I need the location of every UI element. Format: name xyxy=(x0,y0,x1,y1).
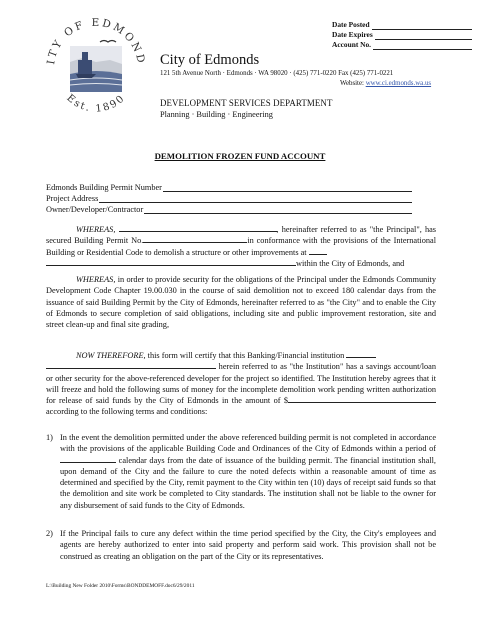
city-seal-graphic xyxy=(40,10,152,122)
condition-2 xyxy=(46,528,436,562)
document-title xyxy=(0,151,480,161)
institution-blank-2[interactable] xyxy=(46,361,216,369)
condition-2-number: 2) xyxy=(46,529,53,538)
website-link[interactable]: www.ci.edmonds.wa.us xyxy=(365,80,432,87)
permit-number-line xyxy=(163,183,412,192)
project-address-label: Project Address xyxy=(46,194,99,203)
city-name: City of Edmonds xyxy=(160,52,260,68)
date-posted-label: Date Posted xyxy=(332,20,370,29)
whereas-2-lead: WHEREAS, xyxy=(76,275,116,284)
seal-emblem-icon xyxy=(70,41,122,93)
project-address-line xyxy=(99,194,412,203)
now-therefore-text-2: herein referred to as "the Institution" has a savings xyxy=(218,362,391,372)
date-expires-label: Date Expires xyxy=(332,30,373,39)
amount-blank[interactable] xyxy=(288,395,436,403)
improvements-blank-2[interactable] xyxy=(46,258,296,266)
account-no-line xyxy=(373,42,472,50)
city-address: 121 5th Avenue North · Edmonds · WA 98020 · (425) 771-0220 Fax (425) 771-0221 xyxy=(160,70,394,77)
now-therefore-lead: NOW THEREFORE, xyxy=(76,351,146,360)
department-name: DEVELOPMENT SERVICES DEPARTMENT xyxy=(160,98,333,108)
city-seal xyxy=(40,10,152,122)
date-expires-field[interactable] xyxy=(332,30,472,40)
condition-1-text-a: In the event the demolition permitted under the above referenced building permit is not completed in accordance with the provisions of the applicable Building Code and Ordinances of the City of Edmonds within a period of xyxy=(60,433,436,454)
account-no-label: Account No. xyxy=(332,40,372,49)
principal-blank[interactable] xyxy=(119,224,277,232)
condition-1-text-b: calendar days from the date of issuance of the building permit. The financial institution shall, upon demand of the City and the failure to cure the noted defects within a reasonable amount of time as determined and specified by the City, remit payment to the City within ten (10) days of receipt said funds so that the demolition and site work be completed to City standards. The institution shall not be liable to the owner for any disbursement of said funds to the City of Edmonds. xyxy=(60,455,436,510)
condition-2-text: If the Principal fails to cure any defect within the time period specified by the City, the City's employees and agents are hereby authorized to enter into said property and perform said work. This provision shall not be construed as creating an obligation on the part of the City or its representatives. xyxy=(60,529,436,561)
now-therefore-text-4: amount of $ xyxy=(245,396,288,406)
whereas-1-text-3: in conformance with the provisions of the xyxy=(247,236,391,246)
document-title-text: DEMOLITION FROZEN FUND ACCOUNT xyxy=(154,151,326,161)
permit-number-label: Edmonds Building Permit Number xyxy=(46,183,162,192)
file-path-footer: L:\Building New Folder 2010\Forms\BONDDEMOFF.doc6/29/2011 xyxy=(46,583,195,589)
now-therefore-text-1: this form will certify that this Banking/Financial institution xyxy=(147,351,345,360)
owner-label: Owner/Developer/Contractor xyxy=(46,205,144,214)
institution-blank-1[interactable] xyxy=(346,350,376,358)
whereas-1-text-4: International Building or Residential Code to demolish a structure or other improvements at xyxy=(46,236,437,257)
owner-field[interactable] xyxy=(46,203,412,214)
date-posted-line xyxy=(372,22,472,30)
whereas-1-lead: WHEREAS, xyxy=(76,225,116,234)
date-expires-line xyxy=(375,32,472,40)
whereas-1-text-2: has secured Building Permit No. xyxy=(46,225,436,246)
calendar-days-blank[interactable] xyxy=(60,455,116,463)
now-therefore-text-5: according to the following terms and conditions: xyxy=(46,407,208,417)
whereas-1-text-5: within the City of Edmonds, and xyxy=(296,258,405,268)
whereas-paragraph-1 xyxy=(46,224,436,269)
department-divisions: Planning · Building · Engineering xyxy=(160,110,273,119)
account-no-field[interactable] xyxy=(332,40,472,50)
owner-line xyxy=(144,205,412,214)
seal-top-text: ITY OF EDMOND xyxy=(45,16,148,67)
seal-bottom-text: Est. 1890 xyxy=(64,92,128,115)
whereas-paragraph-2 xyxy=(46,274,436,330)
project-address-field[interactable] xyxy=(46,192,412,203)
now-therefore-paragraph xyxy=(46,350,436,418)
whereas-2-text: in order to provide security for the obligations of the Principal under the Edmonds Community Development Code Chapter 19.00.030 in the course of said demolition not to exceed 180 calendar days from the issuance of said Building Permit by the City of Edmonds, hereinafter referred to as "the City" and to enable the City of Edmonds to secure completion of said obligations, including site and public improvement restoration, site and street clean-up and final site grading, xyxy=(46,275,436,330)
website-line xyxy=(340,80,431,87)
building-permit-blank[interactable] xyxy=(143,235,247,243)
condition-1 xyxy=(46,432,436,511)
website-label: Website: xyxy=(340,80,364,87)
whereas-1-text-1: , hereinafter referred to as "the Principal", xyxy=(276,225,422,234)
condition-1-number: 1) xyxy=(46,433,53,442)
date-posted-field[interactable] xyxy=(332,20,472,30)
now-therefore-text-3: account/loan or other security for the above-referenced developer for the project so identified. The Institution hereby agrees that it will freeze and hold the following sums of money for the incomplete demolition work pending written authorization for release of said funds by the City of Edmonds in the xyxy=(46,362,437,406)
improvements-blank-1[interactable] xyxy=(309,247,327,255)
office-use-fields xyxy=(332,20,472,50)
permit-number-field[interactable] xyxy=(46,181,412,192)
